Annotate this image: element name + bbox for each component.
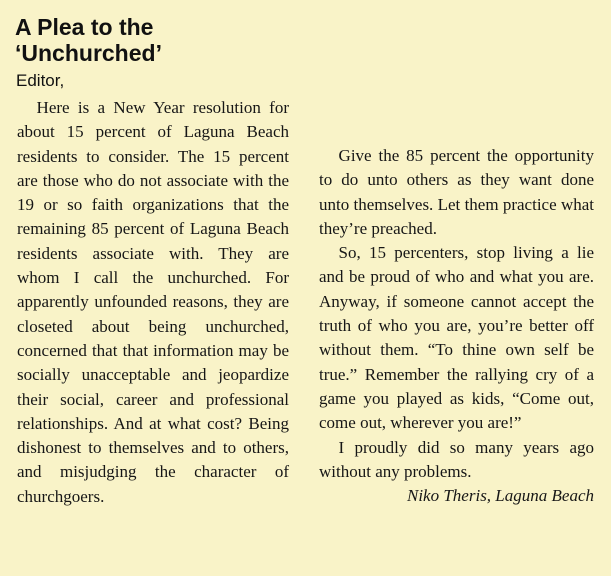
body-paragraph-1: Here is a New Year resolution for about 15 percent of Laguna Beach residents to consider. The 15 percent are those who do not associate with the 19 or so faith organizations that the remaining 85 percent of Laguna Beach residents associate with. They are whom I call the unchurched. For apparently unfounded reasons, they are closeted about being unchurched, concerned that that information may be socially unacceptable and jeopardize their social, career and professional relationships. And at what cost? Being dishonest to themselves and to others, and misjudging the character of churchgoers.: [17, 98, 289, 506]
body-paragraph-3: So, 15 percenters, stop living a lie and be proud of who and what you are. Anyway, if someone cannot accept the truth of who you are, you’re better off without them. “To thine own self be true.” Remember the rallying cry of a game you played as kids, “Come out, come out, wherever you are!”: [319, 243, 594, 433]
headline: [15, 14, 162, 66]
body-paragraph-2: Give the 85 percent the opportunity to do unto others as they want done unto themselves. Let them practice what they’re preached.: [319, 146, 594, 238]
salutation: Editor,: [16, 71, 65, 90]
headline-line-1: A Plea to the: [15, 14, 154, 40]
body-paragraph-4: I proudly did so many years ago without any problems.: [319, 437, 594, 481]
signature: Niko Theris, Laguna Beach: [407, 486, 594, 506]
headline-line-2: ‘Unchurched’: [15, 40, 162, 66]
right-column: [319, 144, 594, 508]
left-column: [17, 96, 289, 509]
